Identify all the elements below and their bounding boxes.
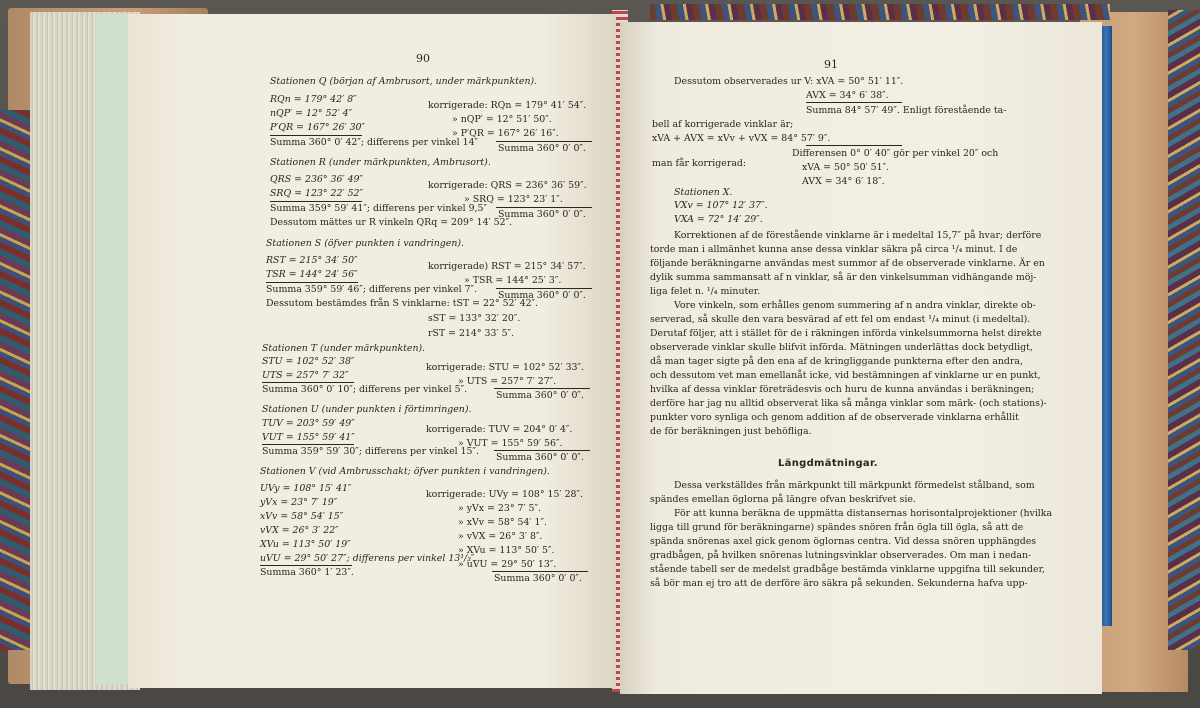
sum-rule (266, 282, 358, 283)
sum-rule (496, 288, 592, 289)
paragraph-line: Derutaf följer, att i stället för de i räkningen införda vinkelsummorna helst direkte (650, 328, 1042, 339)
sum-line: Summa 360° 1′ 23″. (260, 567, 354, 578)
page-number: 91 (824, 58, 838, 71)
corrected-line: » XVu = 113° 50′ 5″. (458, 545, 555, 556)
angle-line: RST = 215° 34′ 50″ (266, 255, 358, 266)
corrected-line: korrigerade: UVy = 108° 15′ 28″. (426, 489, 584, 500)
page-stack-tinted (96, 14, 132, 684)
sum-rule (262, 444, 354, 445)
paragraph-line: För att kunna beräkna de uppmätta distansernas horisontalprojektioner (hvilka (674, 508, 1053, 519)
paragraph-line: spända snörenas axel gick genom öglornas centra. Vid dessa snören upphängdes (650, 536, 1037, 547)
sum-line: Summa 360° 0′ 0″. (496, 452, 584, 463)
angle-line: P′QR = 167° 26′ 30″ (270, 122, 366, 133)
paragraph-line: torde man i allmänhet kunna anse dessa vinklar säkra på circa ¹/₄ minut. I de (650, 244, 1018, 255)
sum-rule (806, 145, 902, 146)
angle-line: yVx = 23° 7′ 19″ (260, 497, 338, 508)
sum-line: Summa 360° 0′ 42″; differens per vinkel 14″ (270, 137, 479, 148)
section-heading: Längdmätningar. (778, 458, 878, 469)
station-heading: Stationen X. (674, 187, 733, 198)
sum-line: Summa 360° 0′ 0″. (496, 390, 584, 401)
text-line: rST = 214° 33′ 5″. (428, 328, 515, 339)
angle-line: UTS = 257° 7′ 32″ (262, 370, 349, 381)
marbled-endpaper-top (650, 4, 1110, 20)
angle-line: xVA = 50° 50′ 51″. (802, 162, 890, 173)
paragraph-line: derföre har jag nu alltid observerat lika så många vinklar som märk- (och stations)- (650, 398, 1047, 409)
text-line: xVA + AVX = xVv + vVX = 84° 57′ 9″. (652, 133, 831, 144)
angle-line: uVU = 29° 50′ 27″; differens per vinkel 13¹/₃″. (260, 553, 478, 564)
sum-line: Summa 360° 0′ 0″. (498, 143, 586, 154)
text-line: Dessutom bestämdes från S vinklarne: tST = 22° 52′ 42″. (266, 298, 539, 309)
angle-line: nQP′ = 12° 52′ 4″ (270, 108, 353, 119)
sum-line: Summa 359° 59′ 46″; differens per vinkel 7″. (266, 284, 478, 295)
sum-rule (496, 141, 592, 142)
text-line: Dessutom observerades ur V: xVA = 50° 51′ 11″. (674, 76, 904, 87)
paragraph-line: Korrektionen af de förestående vinklarne är i medeltal 15,7″ på hvar; derföre (674, 230, 1042, 241)
angle-line: AVX = 34° 6′ 18″. (802, 176, 885, 187)
angle-line: SRQ = 123° 22′ 52″ (270, 188, 364, 199)
angle-line: xVv = 58° 54′ 15″ (260, 511, 344, 522)
angle-line: AVX = 34° 6′ 38″. (806, 90, 889, 101)
corrected-line: » UTS = 257° 7′ 27″. (458, 376, 557, 387)
text-line: bell af korrigerade vinklar är; (652, 119, 794, 130)
paragraph-line: följande beräkningarne användas mest summor af de observerade vinklarne. Är en (650, 258, 1045, 269)
angle-line: VUT = 155° 59′ 41″ (262, 432, 355, 443)
sum-rule (496, 207, 592, 208)
station-heading: Stationen Q (början af Ambrusort, under märkpunkten). (270, 76, 538, 87)
sum-line: Summa 359° 59′ 30″; differens per vinkel 15″. (262, 446, 480, 457)
text-line: sST = 133° 32′ 20″. (428, 313, 521, 324)
right-page (620, 22, 1102, 694)
corrected-line: » TSR = 144° 25′ 3″. (464, 275, 562, 286)
corrected-line: » SRQ = 123° 23′ 1″. (464, 194, 563, 205)
sum-line: Summa 360° 0′ 0″. (498, 209, 586, 220)
paragraph-line: punkter voro synliga och genom addition af de observerade vinklarna erhållit (650, 412, 1019, 423)
angle-line: TSR = 144° 24′ 56″ (266, 269, 358, 280)
sum-rule (494, 450, 590, 451)
angle-line: QRS = 236° 36′ 49″ (270, 174, 364, 185)
text-line: Dessutom mättes ur R vinkeln QRq = 209° 14′ 52″. (270, 217, 513, 228)
corrected-line: » uVU = 29° 50′ 13″. (458, 559, 557, 570)
station-heading: Stationen S (öfver punkten i vandringen). (266, 238, 465, 249)
paragraph-line: stående tabell ser de medelst gradbåge bestämda vinklarne uppgifna till sekunder, (650, 564, 1046, 575)
sum-rule (494, 388, 590, 389)
corrected-line: korrigerade: STU = 102° 52′ 33″. (426, 362, 584, 373)
corrected-line: » yVx = 23° 7′ 5″. (458, 503, 542, 514)
paragraph-line: gradbågen, på hvilken snörenas lutningsvinklar observerades. Om man i nedan- (650, 550, 1032, 561)
sum-rule (262, 382, 354, 383)
station-heading: Stationen R (under märkpunkten, Ambrusort). (270, 157, 491, 168)
paragraph-line: serverad, så skulle den vara besvärad af ett fel om endast ¹/₄ minut (i medeltal). (650, 314, 1031, 325)
paragraph-line: Dessa verkställdes från märkpunkt till märkpunkt förmedelst stålband, som (674, 480, 1035, 491)
sum-line: Summa 359° 59′ 41″; differens per vinkel 9,5″ (270, 203, 488, 214)
sum-line: Summa 360° 0′ 0″. (498, 290, 586, 301)
paragraph-line: de för beräkningen just behöfliga. (650, 426, 812, 437)
paragraph-line: då man tager sigte på den ena af de kringliggande punkterna efter den andra, (650, 356, 1023, 367)
corrected-line: » nQP′ = 12° 51′ 50″. (452, 114, 552, 125)
paragraph-line: observerade vinklar skulle blifvit införda. Mätningen underlättas dock betydligt, (650, 342, 1033, 353)
sum-line: Summa 360° 0′ 10″; differens per vinkel 5″. (262, 384, 468, 395)
paragraph-line: liga felet n. ¹/₄ minuter. (650, 286, 761, 297)
corrected-line: korrigerade: QRS = 236° 36′ 59″. (428, 180, 587, 191)
paragraph-line: Vore vinkeln, som erhålles genom summering af n andra vinklar, direkte ob- (674, 300, 1036, 311)
corrected-line: korrigerade) RST = 215° 34′ 57″. (428, 261, 586, 272)
paragraph-line: dylik summa sammansatt af n vinklar, så är den vinkelsumman vidhängande möj- (650, 272, 1037, 283)
angle-line: VXv = 107° 12′ 37″. (674, 200, 768, 211)
sum-rule (270, 135, 362, 136)
station-heading: Stationen U (under punkten i förtimringen). (262, 404, 472, 415)
sum-rule (270, 201, 362, 202)
angle-line: RQn = 179° 42′ 8″ (270, 94, 357, 105)
angle-line: vVX = 26° 3′ 22″ (260, 525, 339, 536)
paragraph-line: hvilka af dessa vinklar företrädesvis och huru de kunna användas i beräkningen; (650, 384, 1035, 395)
station-heading: Stationen V (vid Ambrusschakt; öfver punkten i vandringen). (260, 466, 550, 477)
corrected-line: » xVv = 58° 54′ 1″. (458, 517, 547, 528)
corrected-line: » VUT = 155° 59′ 56″. (458, 438, 563, 449)
sum-rule (806, 102, 902, 103)
angle-line: TUV = 203° 59′ 49″ (262, 418, 355, 429)
corrected-line: » vVX = 26° 3′ 8″. (458, 531, 543, 542)
angle-line: STU = 102° 52′ 38″ (262, 356, 355, 367)
left-page (128, 14, 616, 688)
angle-line: VXA = 72° 14′ 29″. (674, 214, 763, 225)
station-heading: Stationen T (under märkpunkten). (262, 343, 426, 354)
paragraph-line: ligga till grund för beräkningarne) spändes snören från ögla till ögla, så att de (650, 522, 1024, 533)
marbled-endpaper-right (1168, 10, 1200, 650)
sum-rule (492, 571, 588, 572)
text-line: man får korrigerad: (652, 158, 747, 169)
page-number: 90 (416, 52, 430, 65)
corrected-line: » P′QR = 167° 26′ 16″. (452, 128, 559, 139)
corrected-line: korrigerade: RQn = 179° 41′ 54″. (428, 100, 587, 111)
marbled-endpaper-left (0, 110, 32, 650)
paragraph-line: så bör man ej tro att de derföre äro säkra på sekunden. Sekunderna hafva upp- (650, 578, 1028, 589)
paragraph-line: spändes emellan öglorna på längre ofvan beskrifvet sie. (650, 494, 916, 505)
angle-line: XVu = 113° 50′ 19″ (260, 539, 351, 550)
paragraph-line: och dessutom vet man emellanåt icke, vid bestämningen af vinklarne ur en punkt, (650, 370, 1041, 381)
text-line: Summa 84° 57′ 49″. Enligt förestående ta- (806, 105, 1007, 116)
text-line: Differensen 0° 0′ 40″ gör per vinkel 20″ och (792, 148, 999, 159)
sum-line: Summa 360° 0′ 0″. (494, 573, 582, 584)
corrected-line: korrigerade: TUV = 204° 0′ 4″. (426, 424, 573, 435)
angle-line: UVy = 108° 15′ 41″ (260, 483, 352, 494)
sum-rule (260, 565, 352, 566)
